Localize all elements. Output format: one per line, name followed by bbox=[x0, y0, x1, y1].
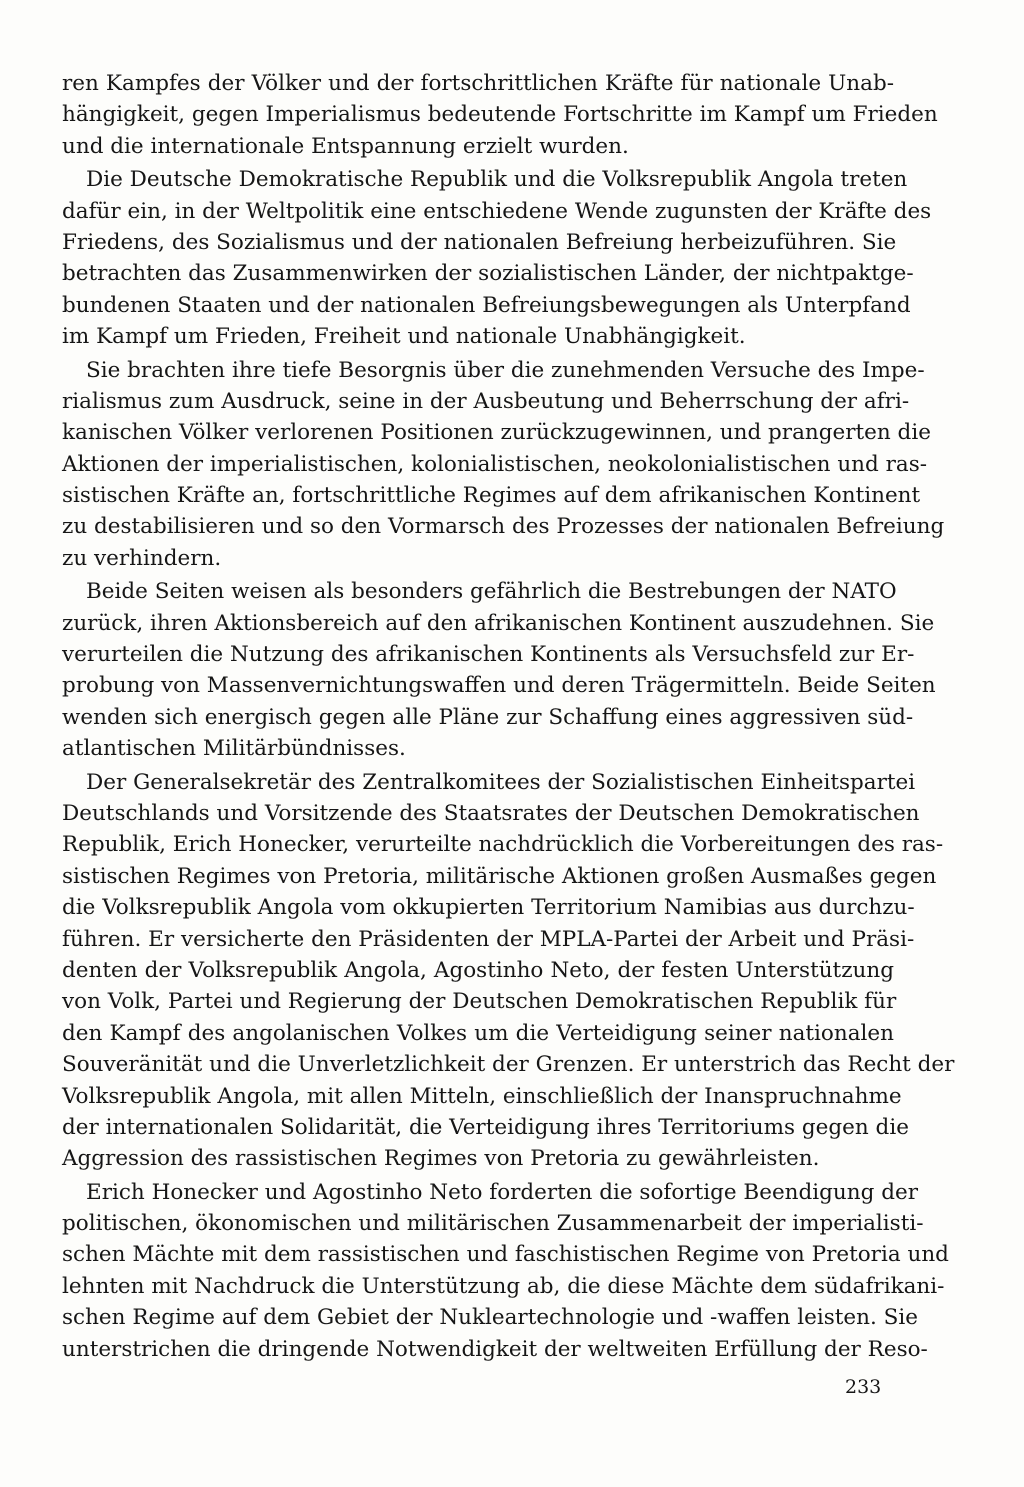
text-line: der internationalen Solidarität, die Verteidigung ihres Territoriums gegen die bbox=[62, 1114, 909, 1140]
text-line: Republik, Erich Honecker, verurteilte nachdrücklich die Vorbereitungen des ras- bbox=[62, 832, 944, 858]
text-line: zu verhindern. bbox=[62, 545, 222, 571]
page-number: 233 bbox=[845, 1376, 882, 1398]
text-line: Friedens, des Sozialismus und der nationalen Befreiung herbeizuführen. Sie bbox=[62, 229, 897, 255]
text-line: unterstrichen die dringende Notwendigkeit der weltweiten Erfüllung der Reso- bbox=[62, 1336, 928, 1362]
text-line: und die internationale Entspannung erzielt wurden. bbox=[62, 133, 629, 159]
text-line: Souveränität und die Unverletzlichkeit der Grenzen. Er unterstrich das Recht der bbox=[62, 1052, 955, 1078]
text-line: Deutschlands und Vorsitzende des Staatsrates der Deutschen Demokratischen bbox=[62, 800, 920, 826]
text-line: sistischen Regimes von Pretoria, militärische Aktionen großen Ausmaßes gegen bbox=[62, 863, 937, 889]
text-line: betrachten das Zusammenwirken der sozialistischen Länder, der nichtpaktge- bbox=[62, 261, 914, 287]
text-line: verurteilen die Nutzung des afrikanischen Kontinents als Versuchsfeld zur Er- bbox=[62, 642, 915, 668]
text-line: zu destabilisieren und so den Vormarsch des Prozesses der nationalen Befreiung bbox=[62, 514, 945, 540]
text-line: ren Kampfes der Völker und der fortschrittlichen Kräfte für nationale Unab- bbox=[62, 71, 894, 96]
text-line: dafür ein, in der Weltpolitik eine entschiedene Wende zugunsten der Kräfte des bbox=[62, 198, 932, 224]
text-line: Die Deutsche Demokratische Republik und die Volksrepublik Angola treten bbox=[86, 167, 908, 193]
text-line: probung von Massenvernichtungswaffen und deren Trägermitteln. Beide Seiten bbox=[62, 673, 936, 699]
text-line: den Kampf des angolanischen Volkes um die Verteidigung seiner nationalen bbox=[62, 1020, 894, 1046]
text-line: Volksrepublik Angola, mit allen Mitteln, einschließlich der Inanspruchnahme bbox=[62, 1083, 902, 1109]
text-line: hängigkeit, gegen Imperialismus bedeutende Fortschritte im Kampf um Frieden bbox=[62, 102, 938, 128]
text-line: im Kampf um Frieden, Freiheit und nationale Unabhängigkeit. bbox=[62, 324, 746, 350]
text-line: Erich Honecker und Agostinho Neto forderten die sofortige Beendigung der bbox=[86, 1179, 918, 1205]
text-line: lehnten mit Nachdruck die Unterstützung ab, die diese Mächte dem südafrikani- bbox=[62, 1273, 945, 1299]
text-line: politischen, ökonomischen und militärischen Zusammenarbeit der imperialisti- bbox=[62, 1211, 924, 1237]
text-line: schen Mächte mit dem rassistischen und faschistischen Regime von Pretoria und bbox=[62, 1242, 949, 1268]
text-line: Beide Seiten weisen als besonders gefährlich die Bestrebungen der NATO bbox=[86, 579, 897, 605]
text-line: wenden sich energisch gegen alle Pläne zur Schaffung eines aggressiven süd- bbox=[62, 704, 914, 730]
text-line: kanischen Völker verlorenen Positionen zurückzugewinnen, und prangerten die bbox=[62, 420, 931, 446]
body-text bbox=[62, 68, 955, 1365]
text-line: rialismus zum Ausdruck, seine in der Ausbeutung und Beherrschung der afri- bbox=[62, 388, 910, 414]
text-line: Der Generalsekretär des Zentralkomitees der Sozialistischen Einheitspartei bbox=[86, 769, 916, 795]
text-line: die Volksrepublik Angola vom okkupierten Territorium Namibias aus durchzu- bbox=[62, 895, 915, 921]
text-line: von Volk, Partei und Regierung der Deutschen Demokratischen Republik für bbox=[62, 989, 897, 1015]
text-line: atlantischen Militärbündnisses. bbox=[62, 736, 406, 762]
text-line: Aggression des rassistischen Regimes von Pretoria zu gewährleisten. bbox=[62, 1146, 820, 1172]
text-line: bundenen Staaten und der nationalen Befreiungsbewegungen als Unterpfand bbox=[62, 292, 911, 318]
text-line: führen. Er versicherte den Präsidenten der MPLA-Partei der Arbeit und Präsi- bbox=[62, 926, 915, 952]
text-line: Aktionen der imperialistischen, kolonialistischen, neokolonialistischen und ras- bbox=[62, 451, 928, 477]
text-line: denten der Volksrepublik Angola, Agostinho Neto, der festen Unterstützung bbox=[62, 957, 894, 983]
text-line: Sie brachten ihre tiefe Besorgnis über die zunehmenden Versuche des Impe- bbox=[86, 357, 925, 383]
text-line: sistischen Kräfte an, fortschrittliche Regimes auf dem afrikanischen Kontinent bbox=[62, 483, 921, 509]
text-line: schen Regime auf dem Gebiet der Nukleartechnologie und -waffen leisten. Sie bbox=[62, 1305, 918, 1331]
text-line: zurück, ihren Aktionsbereich auf den afrikanischen Kontinent auszudehnen. Sie bbox=[62, 610, 935, 636]
